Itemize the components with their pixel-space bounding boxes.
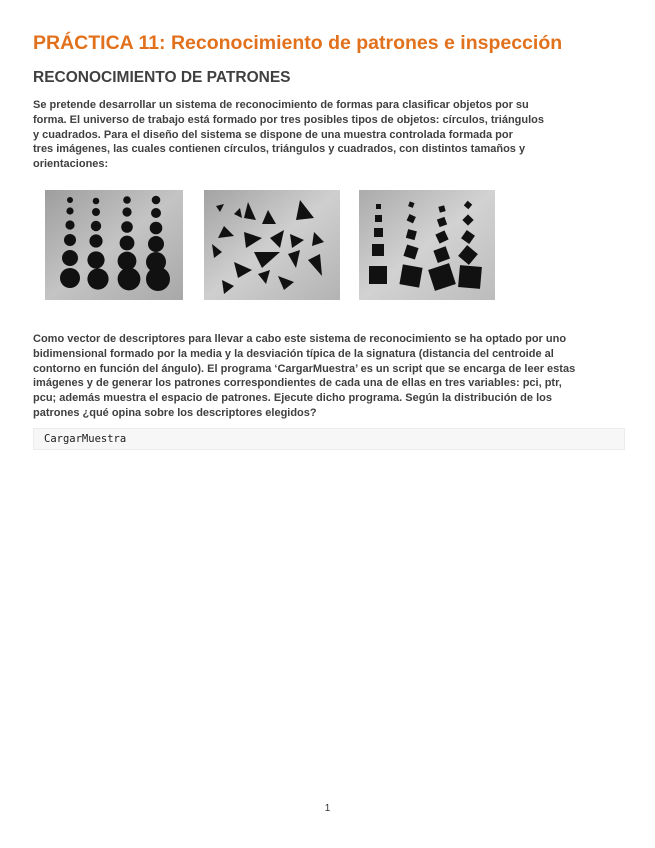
code-command: CargarMuestra xyxy=(44,433,127,445)
sample-images xyxy=(33,190,625,302)
section-heading: RECONOCIMIENTO DE PATRONES xyxy=(33,69,291,86)
paragraph-line: Se pretende desarrollar un sistema de reconocimiento de formas para clasificar objetos por su xyxy=(33,99,529,111)
paragraph-line: forma. El universo de trabajo está formado por tres posibles tipos de objetos: círculos, triángulos xyxy=(33,113,544,126)
paragraph-line: y cuadrados. Para el diseño del sistema se dispone de una muestra controlada formada por xyxy=(33,128,513,141)
page-number: 1 xyxy=(324,803,331,814)
circles-image xyxy=(45,190,183,300)
paragraph-line: Como vector de descriptores para llevar a cabo este sistema de reconocimiento se ha optado por uno xyxy=(33,333,567,345)
triangles-image xyxy=(204,190,340,300)
paragraph-line: contorno en función del ángulo). El programa ‘CargarMuestra’ es un script que se encarga de leer estas xyxy=(33,362,576,375)
intro-paragraph xyxy=(33,98,544,172)
page-title: PRÁCTICA 11: Reconocimiento de patrones e inspección xyxy=(33,32,563,54)
paragraph-line: bidimensional formado por la media y la desviación típica de la signatura (distancia del centroide al xyxy=(33,347,554,360)
descriptors-paragraph xyxy=(33,332,575,421)
squares-image xyxy=(359,190,495,300)
paragraph-line: patrones ¿qué opina sobre los descriptores elegidos? xyxy=(33,406,317,419)
paragraph-line: pcu; además muestra el espacio de patrones. Ejecute dicho programa. Según la distribución de los xyxy=(33,392,552,405)
paragraph-line: orientaciones: xyxy=(33,158,109,171)
paragraph-line: imágenes y de generar los patrones correspondientes de cada una de ellas en tres variables: pci, ptr, xyxy=(33,377,562,390)
paragraph-line: tres imágenes, las cuales contienen círculos, triángulos y cuadrados, con distintos tamaños y xyxy=(33,143,526,156)
code-block[interactable] xyxy=(33,428,625,450)
